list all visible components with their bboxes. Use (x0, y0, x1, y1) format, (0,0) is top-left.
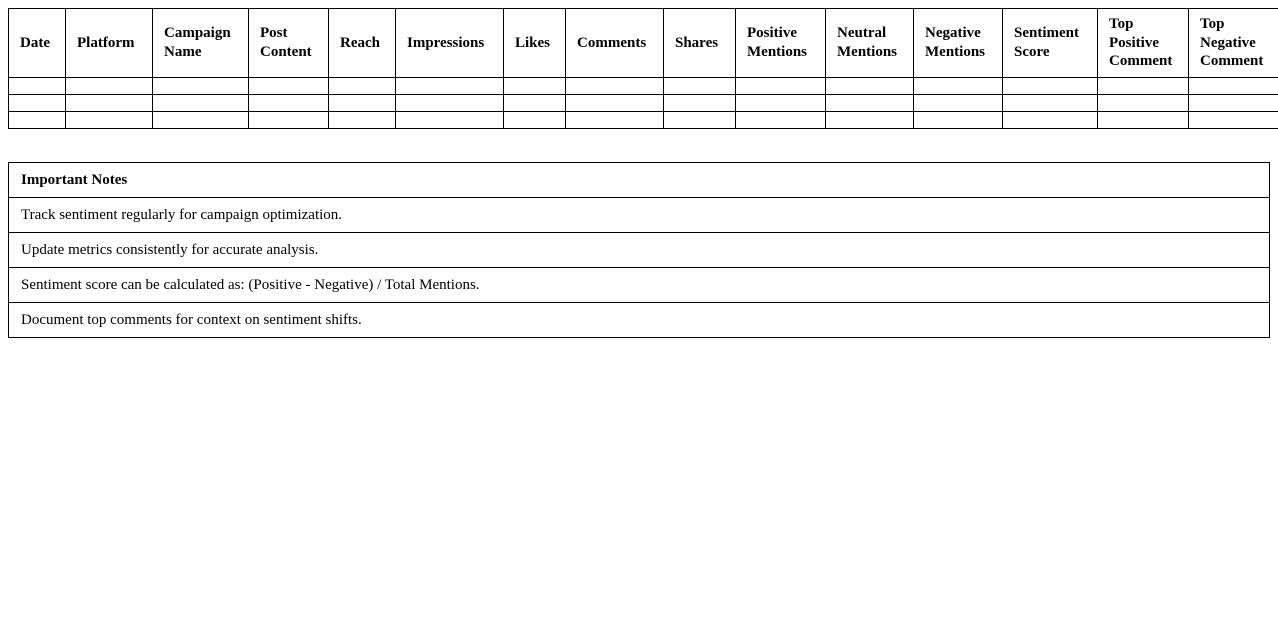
notes-title: Important Notes (9, 163, 1270, 198)
table-row (9, 95, 1278, 112)
empty-cell (1189, 78, 1278, 95)
col-header-likes: Likes (504, 9, 566, 78)
empty-cell (1003, 112, 1098, 129)
col-header-top-positive-comment: Top Positive Comment (1098, 9, 1189, 78)
col-header-impressions: Impressions (396, 9, 504, 78)
note-row (9, 268, 1270, 303)
empty-cell (396, 78, 504, 95)
col-header-positive-mentions: Positive Mentions (736, 9, 826, 78)
empty-cell (664, 78, 736, 95)
empty-cell (153, 112, 249, 129)
empty-cell (826, 78, 914, 95)
col-header-comments: Comments (566, 9, 664, 78)
col-header-neutral-mentions: Neutral Mentions (826, 9, 914, 78)
note-item: Update metrics consistently for accurate analysis. (9, 233, 1270, 268)
col-header-campaign-name: Campaign Name (153, 9, 249, 78)
note-item: Sentiment score can be calculated as: (Positive - Negative) / Total Mentions. (9, 268, 1270, 303)
empty-cell (736, 112, 826, 129)
empty-cell (826, 95, 914, 112)
empty-cell (1189, 112, 1278, 129)
empty-cell (566, 78, 664, 95)
col-header-top-negative-comment: Top Negative Comment (1189, 9, 1278, 78)
empty-cell (9, 112, 66, 129)
empty-cell (249, 78, 329, 95)
empty-cell (153, 95, 249, 112)
header-row (9, 9, 1278, 78)
empty-cell (1003, 95, 1098, 112)
empty-cell (66, 112, 153, 129)
empty-cell (1098, 78, 1189, 95)
col-header-date: Date (9, 9, 66, 78)
note-row (9, 233, 1270, 268)
empty-cell (9, 78, 66, 95)
col-header-reach: Reach (329, 9, 396, 78)
empty-cell (249, 112, 329, 129)
empty-cell (66, 78, 153, 95)
empty-cell (826, 112, 914, 129)
note-item: Document top comments for context on sentiment shifts. (9, 303, 1270, 338)
empty-cell (249, 95, 329, 112)
empty-cell (396, 112, 504, 129)
empty-cell (664, 95, 736, 112)
empty-cell (1189, 95, 1278, 112)
empty-cell (914, 112, 1003, 129)
empty-cell (329, 95, 396, 112)
empty-cell (1098, 112, 1189, 129)
empty-cell (736, 95, 826, 112)
col-header-negative-mentions: Negative Mentions (914, 9, 1003, 78)
empty-cell (504, 95, 566, 112)
empty-rows (9, 78, 1278, 129)
empty-cell (9, 95, 66, 112)
col-header-shares: Shares (664, 9, 736, 78)
empty-cell (329, 112, 396, 129)
empty-cell (329, 78, 396, 95)
empty-cell (504, 112, 566, 129)
empty-cell (153, 78, 249, 95)
col-header-sentiment-score: Sentiment Score (1003, 9, 1098, 78)
empty-cell (914, 78, 1003, 95)
important-notes-table (8, 162, 1270, 338)
empty-cell (1003, 78, 1098, 95)
sentiment-metrics-table (8, 8, 1278, 129)
empty-cell (914, 95, 1003, 112)
empty-cell (504, 78, 566, 95)
empty-cell (736, 78, 826, 95)
empty-cell (566, 95, 664, 112)
note-row (9, 198, 1270, 233)
empty-cell (566, 112, 664, 129)
empty-cell (664, 112, 736, 129)
table-row (9, 78, 1278, 95)
empty-cell (1098, 95, 1189, 112)
note-item: Track sentiment regularly for campaign optimization. (9, 198, 1270, 233)
notes-title-row (9, 163, 1270, 198)
table-row (9, 112, 1278, 129)
note-row (9, 303, 1270, 338)
col-header-post-content: Post Content (249, 9, 329, 78)
empty-cell (66, 95, 153, 112)
empty-cell (396, 95, 504, 112)
col-header-platform: Platform (66, 9, 153, 78)
